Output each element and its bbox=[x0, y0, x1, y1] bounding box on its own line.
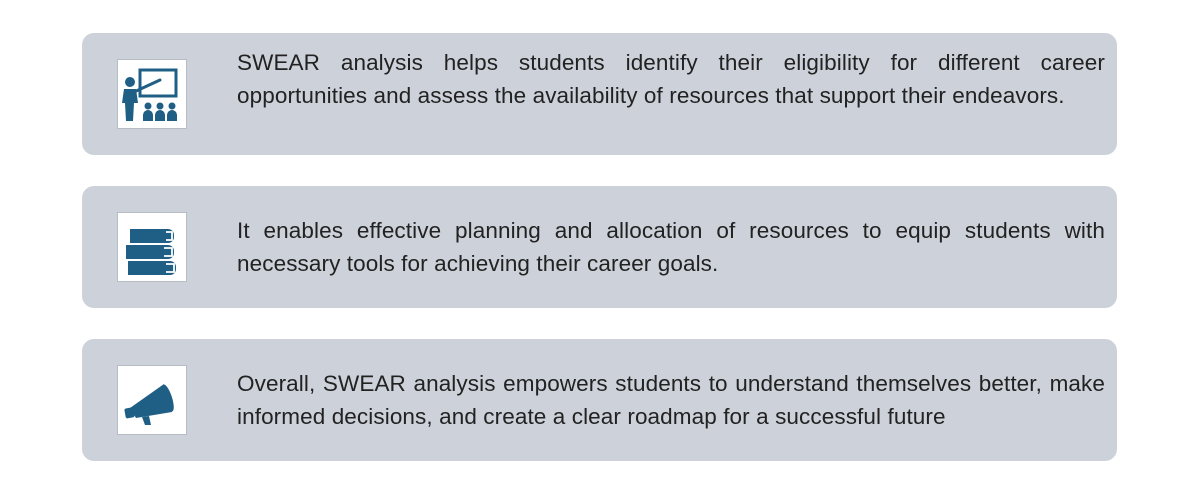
info-card-3 bbox=[82, 339, 1117, 461]
card-1-text: SWEAR analysis helps students identify their eligibility for different career opportunities and assess the availability of resources that support their endeavors. bbox=[237, 50, 1105, 108]
info-card-1 bbox=[82, 33, 1117, 155]
icon-frame-1 bbox=[118, 60, 186, 128]
megaphone-icon bbox=[120, 368, 184, 432]
books-stack-icon bbox=[120, 215, 184, 279]
card-3-text: Overall, SWEAR analysis empowers students to understand themselves better, make informed decisions, and create a clear roadmap for a successful future bbox=[237, 371, 1105, 429]
icon-frame-2 bbox=[118, 213, 186, 281]
card-2-text: It enables effective planning and allocation of resources to equip students with necessary tools for achieving their career goals. bbox=[237, 218, 1105, 276]
teacher-presentation-icon bbox=[120, 62, 184, 126]
icon-frame-3 bbox=[118, 366, 186, 434]
info-card-2 bbox=[82, 186, 1117, 308]
